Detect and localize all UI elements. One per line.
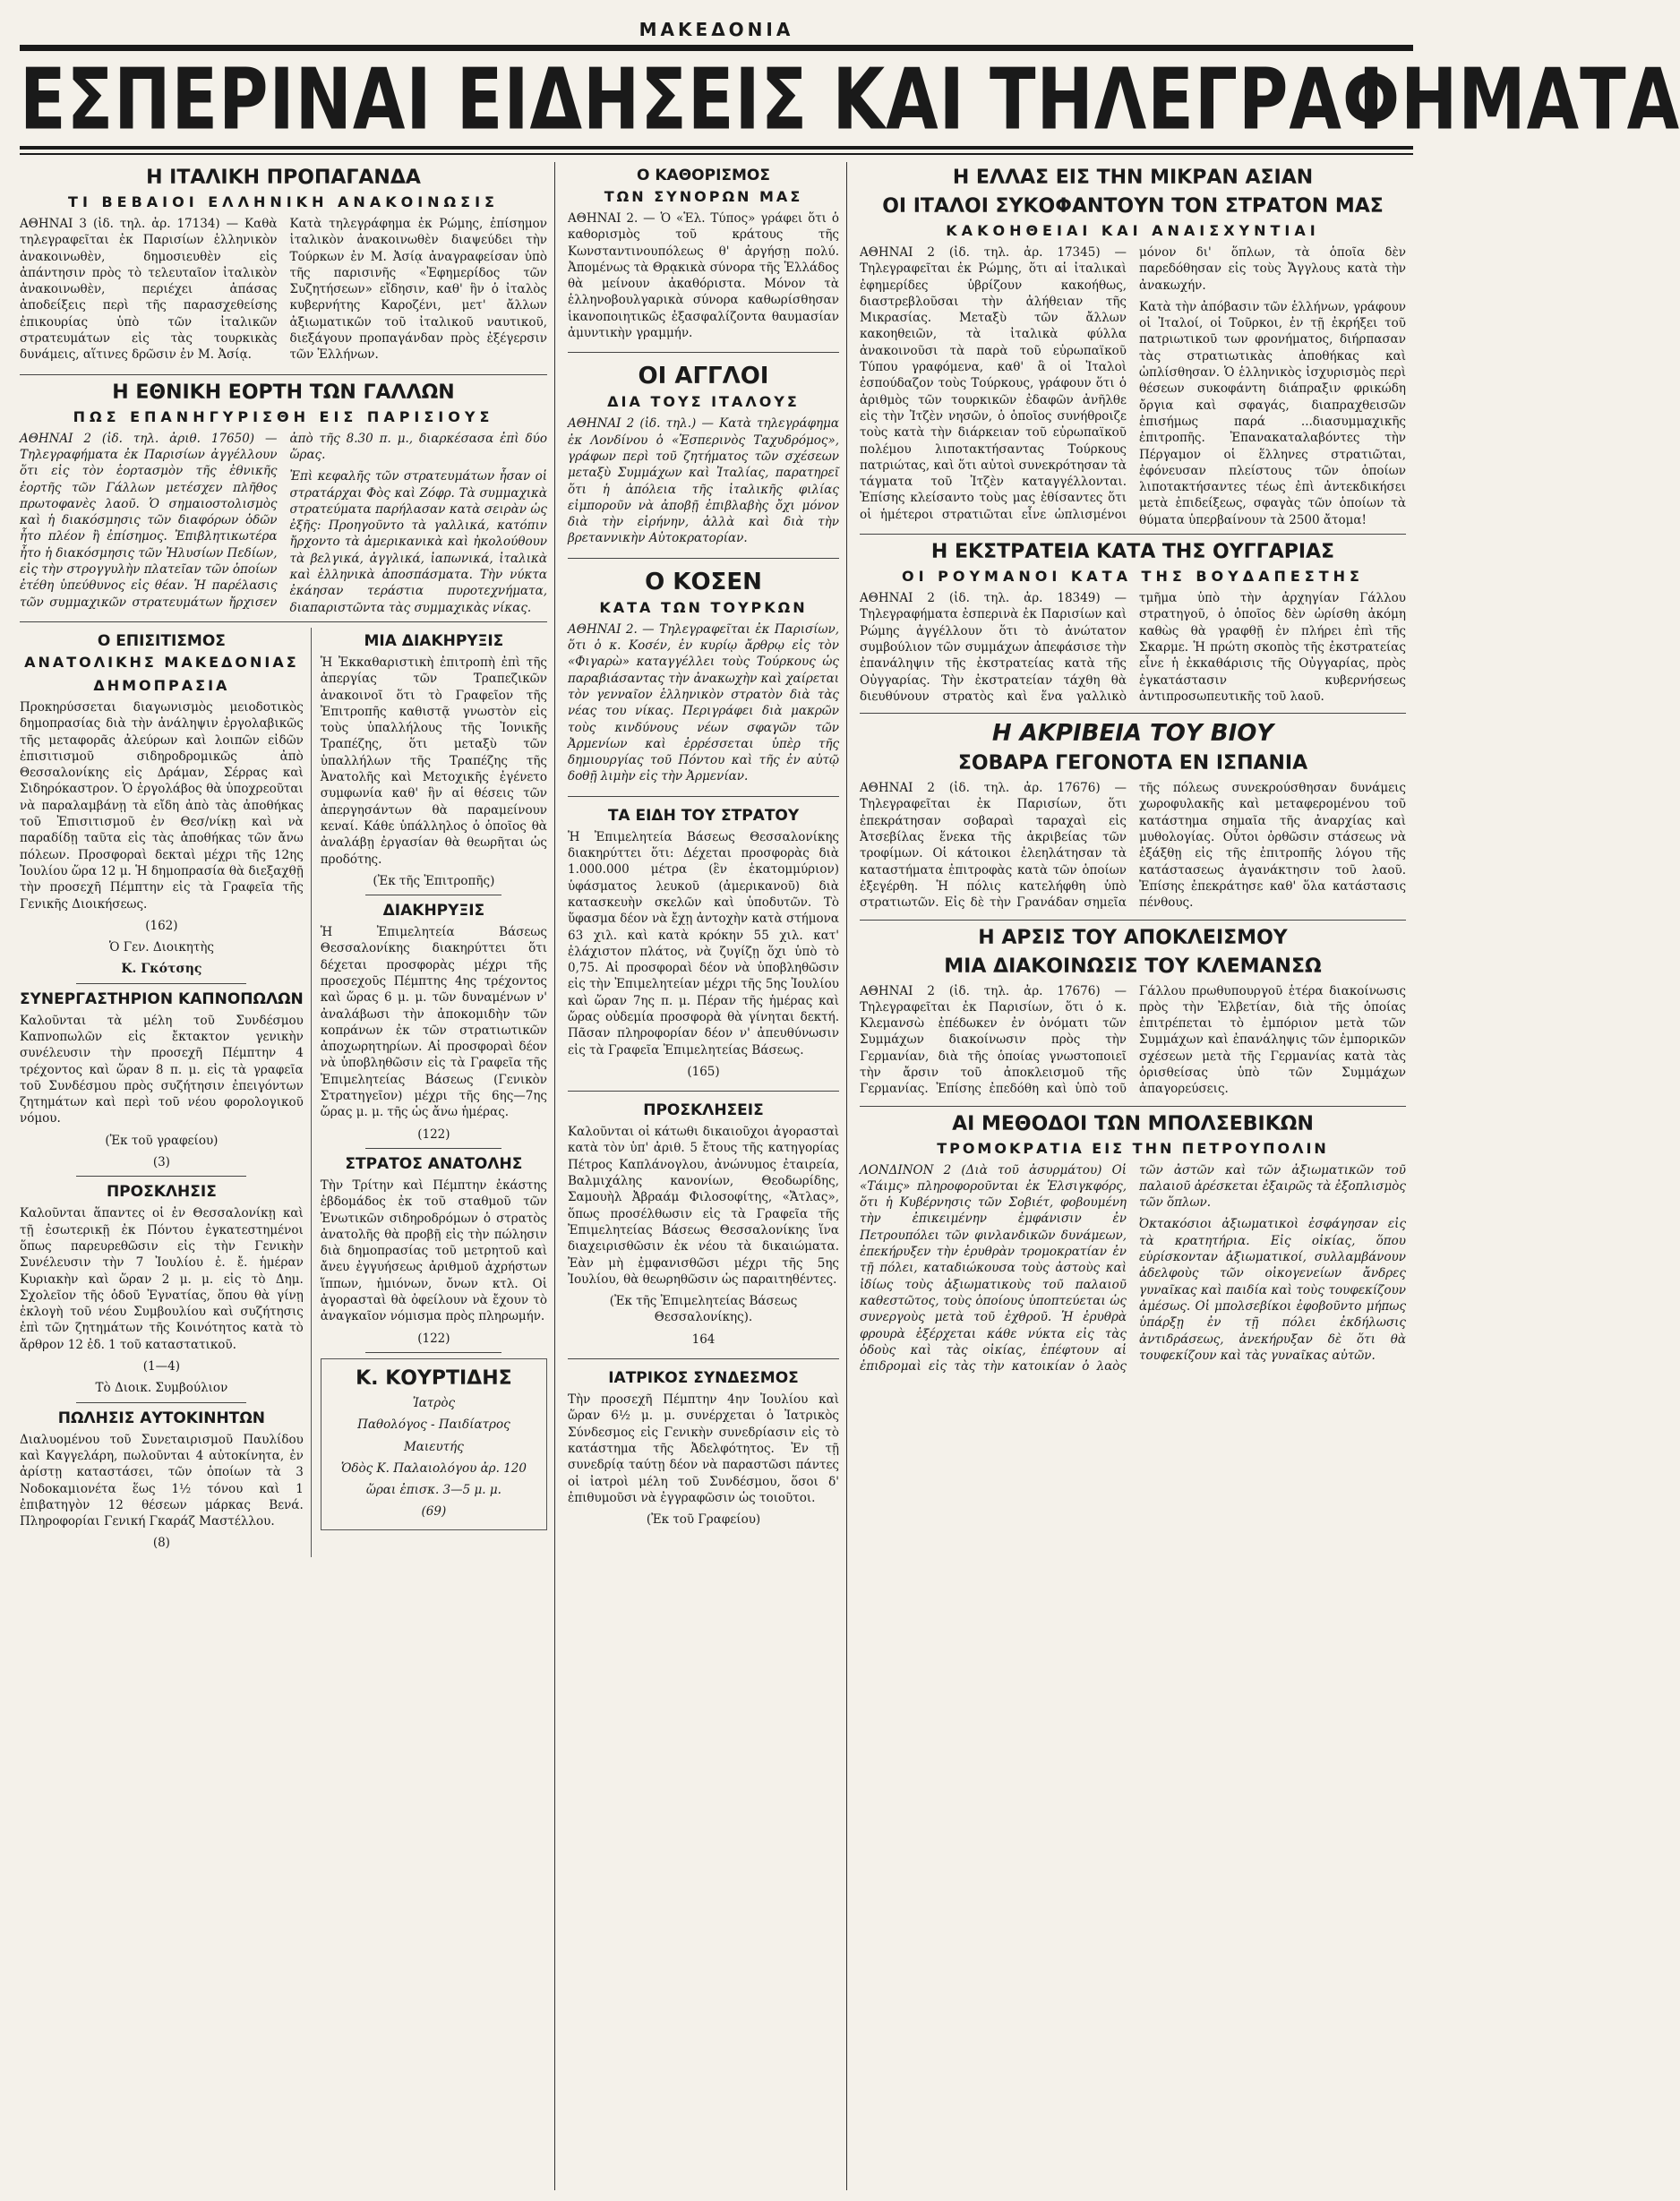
- divider: [860, 713, 1406, 714]
- article-body: [860, 983, 1406, 1100]
- article-hungary: [860, 540, 1406, 707]
- ref-number: (165): [687, 1064, 720, 1079]
- column-left: [20, 162, 555, 2190]
- article-sale: [20, 1409, 304, 1552]
- subheadline: ΠΩΣ ΕΠΑΝΗΓΥΡΙΣΘΗ ΕΙΣ ΠΑΡΙΣΙΟΥΣ: [73, 407, 494, 425]
- masthead: ΜΑΚΕΔΟΝΙΑ: [639, 19, 794, 40]
- paragraph: Τὴν προσεχῆ Πέμπτην 4ην Ἰουλίου καὶ ὥραν 6½ μ. μ. συνέρχεται ὁ Ἰατρικὸς Σύνδεσμος εἰς Γενικὴν συνεδρίασιν εἰς τὸ κατάστημα τῆς Ἀδελφότητος. Ἐν τῇ συνεδρίᾳ ταύτῃ δέον νὰ παραστῶσι πάντες οἱ ἰατροὶ μέλη τοῦ Συνδέσμου, ὅσοι δ' ἐπιθυμοῦσι νὰ ἐγγραφῶσιν ὡς τοιοῦτοι.: [568, 1392, 839, 1505]
- article-body: [20, 216, 547, 369]
- paragraph: Διαλυομένου τοῦ Συνεταιρισμοῦ Παυλίδου καὶ Καγγελάρη, πωλοῦνται 4 αὐτοκίνητα, ἐν ἀρίστῃ καταστάσει, τῶν ὁποίων τὰ 3 Νοδοκαμιονέτα ἕως 1½ τόνου καὶ 1 ἐπιβατηγὸν 12 θέσεων μάρκας Βενά. Πληροφορίαι Γενική Γκαράζ Μαστέλλου.: [20, 1432, 304, 1529]
- divider: [568, 796, 839, 797]
- paragraph: ΑΘΗΝΑΙ 2 (ἰδ. τηλ. ἀρ. 17345) — Τηλεγραφεῖται ἐκ Ρώμης, ὅτι αἱ ἰταλικαὶ ἐφημερίδες ὑβρίζουν κακοήθως, διαστρεβλοῦσαι τὴν ἀλήθειαν τῆς Μικρασίας. Μεταξὺ τῶν ἄλλων κακοηθειῶν, τὰ ἰταλικὰ φύλλα ἀνακοινοῦσι τὰ παρὰ τοῦ εὐρωπαϊκοῦ Τύπου γραφόμενα, καθ' ἃ οἱ Ἰταλοὶ ἐσπούδαζον τοὺς Τούρκους, γράφουν ὅτι ὁ ἀριθμὸς τῶν τουρκικῶν ἐδαφῶν ἀνῆλθε εἰς τὴν Ἰτζὲν νησῶν, ὁ ὁποῖος συνήθροιζε τοὺς κατὰ τὴν διάρκειαν τοῦ εὐρωπαϊκοῦ πολέμου λιποτακτήσαντας Τούρκους πατριώτας, καὶ ὅτι αὐτοὶ συνεκρότησαν τὰ τάγματα τοῦ Ἰτζὲν καταγγέλλονται. Ἐπίσης κλείσαντο τοὺς μας ἐθίσαντες ὅτι οἱ ἡμέτεροι στρατιῶται εἶνε ὡπλισμένοι μόνον δι' ὅπλων, τὰ ὁποῖα δὲν παρεδόθησαν εἰς τοὺς Ἄγγλους κατὰ τὴν ἀνακωχήν.: [860, 245, 1406, 522]
- subheadline: ΤΡΟΜΟΚΡΑΤΙΑ ΕΙΣ ΤΗΝ ΠΕΤΡΟΥΠΟΛΙΝ: [937, 1139, 1329, 1157]
- article-body: [568, 210, 839, 341]
- doctor-advert: [321, 1358, 547, 1530]
- divider: [365, 1148, 501, 1149]
- paragraph: Καλοῦνται οἱ κάτωθι δικαιοῦχοι ἀγορασταὶ κατὰ τὸν ὑπ' ἀριθ. 5 ἔτους τῆς κατηγορίας Πέτρος Καπλάνογλου, ἀνώνυμος ἐταιρεία, Βαλμιχάλης κανονίων, Θεοδωρίδης, Σαμουὴλ Ἀβραάμ Φιλοσοφίτης, «Ἄτλας», ὅπως προσέλθωσιν εἰς τὰ Γραφεῖα τῆς Ἐπιμελητείας Βάσεως Θεσσαλονίκης ἵνα διαχειρισθῶσιν ἐκ νέου τὰ δικαιώματα. Ἐὰν μὴ ἐμφανισθῶσι μέχρι τῆς 5ης Ἰουλίου, θὰ θεωρηθῶσιν ὡς παραιτηθέντες.: [568, 1125, 839, 1287]
- headline: ΠΩΛΗΣΙΣ ΑΥΤΟΚΙΝΗΤΩΝ: [57, 1409, 266, 1427]
- paragraph: Ἡ Ἐπιμελητεία Βάσεως Θεσσαλονίκης διακηρύττει ὅτι δέχεται προσφορὰς μέχρι τῆς προσεχοῦς Πέμπτης 4ης τρέχοντος καὶ ὥρας 6 μ. μ. τῶν δυναμένων ν' ἀναλάβωσι τὴν ἀποκομιδὴν τῶν κοπράνων ἐκ τῶν στρατιωτικῶν ἀποχωρητηρίων. Αἱ προσφοραὶ δέον νὰ ὑποβληθῶσιν εἰς τὰ Γραφεῖα τῆς Ἐπιμελητείας Βάσεως (Γενικὸν Στρατηγεῖον) μέχρι τῆς 6ης—7ης ὥρας μ. μ. τῆς ὡς ἄνω ἡμέρας.: [320, 925, 547, 1120]
- doctor-specialty: Παθολόγος - Παιδίατρος: [357, 1417, 510, 1433]
- ref-number: (1—4): [142, 1359, 180, 1375]
- source-note: (Ἐκ τοῦ γραφείου): [105, 1133, 219, 1148]
- divider: [568, 352, 839, 353]
- paragraph: ΛΟΝΔΙΝΟΝ 2 (Διὰ τοῦ ἀσυρμάτου) Οἱ «Τάιμς» πληροφοροῦνται ἐκ Ἑλσιγκφόρς, ὅτι ἡ Κυβέρνησις τῶν Σοβιέτ, φοβουμένη τὴν ἐπικειμένην ἐμφάνισιν ἐν Πετρουπόλει τῶν φινλανδικῶν δυνάμεων, ἐπεκήρυξεν τὴν ἐρυθρὰν τρομοκρατίαν ἐν τῇ πόλει, καταδιώκουσα τοὺς ἀστοὺς καὶ ἰδίως τοὺς ἀξιωματικοὺς τοῦ παλαιοῦ καθεστῶτος, τοὺς ὁποίους ὑποπτεύεται ὡς συνεργοὺς μετὰ τοῦ ἐχθροῦ. Ἡ ἐρυθρὰ φρουρὰ ἐξέρχεται κάθε νύκτα εἰς τὰς ὁδοὺς καὶ τὰς οἰκίας, ἐπέφτουν αἱ ἐπιδρομαὶ εἰς τὰς τὴν κατοικίαν ὁ λαὸς τῶν ἀστῶν καὶ τῶν ἀξιωματικῶν τοῦ παλαιοῦ ἀρέσκεται ἐξαιρῶς τὰ ἐξοπλισμὸς τῶν ὅπλων.: [860, 1162, 1406, 1375]
- ref-number: (69): [421, 1504, 447, 1520]
- divider: [76, 1176, 246, 1177]
- paragraph: ΑΘΗΝΑΙ 2 (ἰδ. τηλ.) — Κατὰ τηλεγράφημα ἐκ Λονδίνου ὁ «Ἑσπερινὸς Ταχυδρόμος», γράφων περὶ τοῦ ζητήματος τῶν σχέσεων μεταξὺ Συμμάχων καὶ Ἰταλίας, παρατηρεῖ ὅτι ἡ ἀπόλεια τῆς ἰταλικῆς φιλίας εἰμποροῦν νὰ ἀποβῇ ἐπιβλαβὴς ὄχι μόνον διὰ τὴν εἰρήνην, ἀλλὰ καὶ διὰ τὴν βρεταννικὴν Αὐτοκρατορίαν.: [568, 416, 839, 546]
- headline: ΠΡΟΣΚΛΗΣΕΙΣ: [643, 1101, 764, 1120]
- source-note: (Ἐκ τοῦ Γραφείου): [646, 1512, 761, 1528]
- subcolumn-a: [20, 628, 312, 1557]
- ref-number: (122): [417, 1331, 450, 1346]
- divider: [76, 1402, 246, 1403]
- subheadline: ΣΟΒΑΡΑ ΓΕΓΟΝΟΤΑ ΕΝ ΙΣΠΑΝΙΑ: [957, 752, 1308, 775]
- headline: ΜΙΑ ΔΙΑΚΗΡΥΞΙΣ: [364, 631, 504, 650]
- headline: ΙΑΤΡΙΚΟΣ ΣΥΝΔΕΣΜΟΣ: [608, 1369, 799, 1388]
- divider: [365, 1352, 501, 1353]
- article-books: [20, 989, 304, 1171]
- article-army: [568, 802, 839, 1085]
- subheadline: ΚΑΤΑ ΤΩΝ ΤΟΥΡΚΩΝ: [599, 598, 808, 616]
- ref-number: (162): [145, 918, 178, 933]
- source-note: (Ἐκ τῆς Ἐπιτροπῆς): [373, 873, 495, 888]
- doctor-name: Κ. ΚΟΥΡΤΙΔΗΣ: [356, 1366, 512, 1390]
- article-body: [860, 1162, 1406, 1375]
- paragraph: ΑΘΗΝΑΙ 2 (ἰδ. τηλ. ἀριθ. 17650) — Τηλεγραφήματα ἐκ Παρισίων ἀγγέλλουν ὅτι εἰς τὸν ἑορτασμὸν τῆς ἐθνικῆς ἑορτῆς τῶν Γάλλων μετέσχεν πλῆθος πρωτοφανὲς λαοῦ. Ὁ σημαιοστολισμὸς καὶ ἡ διακόσμησις τῶν διαφόρων ὁδῶν ἦτο πλέον ἢ ἐπίσημος. Ἐπιβλητικωτέρα ἦτο ἡ διακόσμησις τῶν Ἠλυσίων Πεδίων, εἰς τὴν στρογγυλὴν πλατεῖαν τῶν ὁποίων ἐτέθη ὑπεύθυνος εἰς θέαν. Ἡ παρέλασις τῶν συμμαχικῶν στρατευμάτων ἤρχισεν ἀπὸ τῆς 8.30 π. μ., διαρκέσασα ἐπὶ δύο ὥρας.: [20, 431, 547, 610]
- divider: [20, 621, 547, 622]
- page-banner: ΕΣΠΕΡΙΝΑΙ ΕΙΔΗΣΕΙΣ ΚΑΙ ΤΗΛΕΓΡΑΦΗΜΑΤΑ: [20, 50, 1680, 149]
- subheadline: ΔΙΑ ΤΟΥΣ ΙΤΑΛΟΥΣ: [607, 393, 800, 411]
- headline: ΔΙΑΚΗΡΥΞΙΣ: [382, 902, 485, 921]
- subheadline: ΔΗΜΟΠΡΑΣΙΑ: [93, 676, 230, 694]
- article-body: [568, 829, 839, 1080]
- article-borders: [568, 162, 839, 347]
- headline: ΑΙ ΜΕΘΟΔΟΙ ΤΩΝ ΜΠΟΛΣΕΒΙΚΩΝ: [952, 1112, 1314, 1135]
- doctor-address: Ὁδὸς Κ. Παλαιολόγου ἀρ. 120: [340, 1460, 527, 1476]
- paragraph: ΑΘΗΝΑΙ 2. — Ὁ «Ἑλ. Τύπος» γράφει ὅτι ὁ καθορισμὸς τοῦ κράτους τῆς Κωνσταντινουπόλεως θ' ἀργήσῃ πολύ. Ἀπομένως τὰ Θρᾳκικὰ σύνορα τῆς Ἑλλάδος θὰ μείνουν ἀκαθόριστα. Μόνον τὰ ἑλληνοβουλγαρικὰ σύνορα καθωρίσθησαν ἱκανοποιητικῶς ἐξασφαλίζοντα θαυμασίαν ἀμυντικὴν γραμμήν.: [568, 211, 839, 341]
- divider: [568, 1358, 839, 1359]
- paragraph: Ἐπὶ κεφαλῆς τῶν στρατευμάτων ἦσαν οἱ στρατάρχαι Φὸς καὶ Ζόφρ. Τὰ συμμαχικὰ στρατεύματα παρήλασαν κατὰ σειρὰν ὡς ἐξῆς: Προηγοῦντο τὰ γαλλικά, κατόπιν ἤρχοντο τὰ ἀμερικανικὰ καὶ ἠκολούθουν τὰ βελγικά, ἀγγλικά, ἰαπωνικά, ἰταλικὰ καὶ ἑλληνικὰ ἀποσπάσματα. Τὴν νύκτα ἐκάησαν τεράστια πυροτεχνήματα, διαπαριστῶντα τὰς συμμαχικὰς νίκας.: [289, 469, 547, 615]
- article-body: [20, 699, 304, 978]
- subcolumn-b: [321, 628, 547, 1557]
- paragraph: Καλοῦνται τὰ μέλη τοῦ Συνδέσμου Καπνοπωλῶν εἰς ἔκτακτον γενικὴν συνέλευσιν τὴν προσεχῆ Πέμπτην 4 τρέχοντος καὶ ὥραν 8 π. μ. εἰς τὰ γραφεῖα τοῦ Συνδέσμου πρὸς συζήτησιν ἐπειγόντων ζητημάτων καὶ περὶ τοῦ νέου φορολογικοῦ νόμου.: [20, 1013, 304, 1126]
- article-body: [860, 590, 1406, 707]
- ref-number: (8): [152, 1536, 170, 1551]
- divider: [860, 920, 1406, 921]
- article-asia: [860, 166, 1406, 528]
- paragraph: Ἡ Ἐκκαθαριστικὴ ἐπιτροπὴ ἐπὶ τῆς ἀπεργίας τῶν Τραπεζικῶν ἀνακοινοῖ ὅτι τὸ Γραφεῖον τῆς Ἐπιτροπῆς καθιστᾷ γνωστὸν εἰς τοὺς ὑπαλλήλους τῆς Ἰονικῆς Τραπέζης, ὅτι μεταξὺ τῶν ὑπαλλήλων τῆς Τραπέζης τῆς Ἀνατολῆς καὶ Μετοχικῆς ἐγένετο συμφωνία καθ' ἣν αἱ θέσεις τῶν ἀπεργησάντων θὰ παραμείνουν κεναί. Κάθε ὑπάλληλος ὁ ὁποῖος θὰ ἀναλάβῃ ἐργασίαν θὰ θεωρῆται ὡς προδότης.: [320, 655, 547, 867]
- headline: Ο ΕΠΙΣΙΤΙΣΜΟΣ: [97, 631, 226, 650]
- article-body: [568, 1124, 839, 1348]
- ref-number: (122): [417, 1126, 450, 1142]
- paragraph: Προκηρύσσεται διαγωνισμὸς μειοδοτικὸς δημοπρασίας διὰ τὴν ἀνάληψιν ἐργολαβικῶς τῆς μεταφορᾶς ἀλεύρων καὶ λοιπῶν εἰδῶν ἐπισιτισμοῦ σιδηροδρομικῶς ἀπὸ Θεσσαλονίκης εἰς Δράμαν, Σέρρας καὶ Σιδηρόκαστρον. Ὁ ἐργολάβος θὰ ὑποχρεοῦται νὰ παραλαμβάνῃ τὰ εἴδη ἀπὸ τὰς ἀποθήκας τοῦ Ἐπισιτισμοῦ ἐν Θεσ/νίκῃ καὶ νὰ παραδίδῃ ταῦτα εἰς τὰς ἀποθήκας τῶν ἄνω πόλεων. Προσφοραὶ δεκταὶ μέχρι τῆς 12ης Ἰουλίου ὥρα 12 μ. Ἡ δημοπρασία θὰ διεξαχθῇ τὴν προσεχῆ Πέμπτην εἰς τὰ Γραφεῖα τῆς Γενικῆς Διοικήσεως.: [20, 699, 304, 912]
- signer: Κ. Γκότσης: [121, 962, 202, 977]
- columns: [20, 162, 1413, 2190]
- subheadline: ΜΙΑ ΔΙΑΚΟΙΝΩΣΙΣ ΤΟΥ ΚΛΕΜΑΝΣΩ: [944, 955, 1322, 978]
- paragraph: Τὴν Τρίτην καὶ Πέμπτην ἑκάστης ἑβδομάδος ἐκ τοῦ σταθμοῦ τῶν Ἑνωτικῶν σιδηροδρόμων ὁ στρατὸς ἀνατολῆς θὰ προβῇ εἰς τὴν πώλησιν διὰ δημοπρασίας τοῦ μετρητοῦ καὶ ἄνευ ἐγγυήσεως ἀριθμοῦ ἀχρήστων ἵππων, ἡμιόνων, ὄνων κτλ. Οἱ ἀγορασταὶ θὰ ὀφείλουν νὰ ἔχουν τὸ ἀναγκαῖον νόμισμα πρὸς πληρωμήν.: [320, 1178, 547, 1324]
- doctor-specialty-2: Μαιευτής: [403, 1439, 464, 1454]
- article-blockade: [860, 926, 1406, 1100]
- headline: ΣΤΡΑΤΟΣ ΑΝΑΤΟΛΗΣ: [345, 1154, 523, 1173]
- subheadline: ΤΙ ΒΕΒΑΙΟΙ ΕΛΛΗΝΙΚΗ ΑΝΑΚΟΙΝΩΣΙΣ: [68, 193, 499, 210]
- divider: [20, 374, 547, 375]
- article-proclamation: [321, 631, 547, 889]
- subheadline: ΤΩΝ ΣΥΝΟΡΩΝ ΜΑΣ: [604, 188, 803, 205]
- subheadline-2: ΚΑΚΟΗΘΕΙΑΙ ΚΑΙ ΑΝΑΙΣΧΥΝΤΙΑΙ: [946, 222, 1320, 239]
- article-invite: [20, 1182, 304, 1396]
- headline: Η ΕΘΝΙΚΗ ΕΟΡΤΗ ΤΩΝ ΓΑΛΛΩΝ: [112, 381, 455, 404]
- paragraph: ΑΘΗΝΑΙ 2 (ἰδ. τηλ. ἀρ. 17676) — Τηλεγραφεῖται ἐκ Παρισίων, ὅτι ὁ κ. Κλεμανσὼ ἐπέδωκεν ἐν ὀνόματι τῶν Συμμάχων διακοίνωσιν πρὸς τὴν Γερμανίαν, διὰ τῆς ὁποίας γνωστοποιεῖ τὴν ἄρσιν τοῦ ἀποκλεισμοῦ τῆς Γερμανίας. Ἐπίσης ἐπεδόθη καὶ ὑπὸ τοῦ Γάλλου πρωθυπουργοῦ ἑτέρα διακοίνωσις πρὸς τὴν Ἐλβετίαν, διὰ τῆς ὁποίας ἐπιτρέπεται τὸ ἐμπόριον μετὰ τῶν Συμμάχων καὶ ἐπανάληψις τῶν ἐμπορικῶν σχέσεων μετὰ τῆς Γερμανίας κατὰ τὰς ὁρισθείσας ὑπὸ τῶν Συμμάχων ἀπαγορεύσεις.: [860, 983, 1406, 1097]
- article-spain: [860, 719, 1406, 913]
- article-body: [20, 431, 547, 616]
- headline: Η ΑΚΡΙΒΕΙΑ ΤΟΥ ΒΙΟΥ: [991, 720, 1274, 748]
- article-france: [20, 381, 547, 616]
- paragraph: Καλοῦνται ἅπαντες οἱ ἐν Θεσσαλονίκῃ καὶ τῇ ἐσωτερικῇ ἐκ Πόντου ἐγκατεστημένοι ὅπως παρευρεθῶσιν εἰς τὴν Γενικὴν Συνέλευσιν τὴν 7 Ἰουλίου ἐ. ἔ. ἡμέραν Κυριακὴν καὶ ὥραν 2 μ. μ. εἰς τὸ Δημ. Σχολεῖον τῆς ὁδοῦ Ἐγνατίας, ὅπου θὰ γίνῃ ἐκλογὴ τοῦ νέου Συμβουλίου καὶ συζήτησις ἐπὶ τῶν ζητημάτων τῆς Κοινότητος κατὰ τὸ ἄρθρον 12 ἐδ. 1 τοῦ καταστατικοῦ.: [20, 1206, 304, 1352]
- paragraph: ΑΘΗΝΑΙ 2 (ἰδ. τηλ. ἀρ. 17676) — Τηλεγραφεῖται ἐκ Παρισίων, ὅτι ἐπεκράτησαν σοβαραὶ ταραχαὶ εἰς Ἀτσεβίλας ἕνεκα τῆς ἀκριβείας τῶν τροφίμων. Οἱ κάτοικοι ἐλεηλάτησαν τὰ καταστήματα ἐπιτροφὰς κατὰ τῶν ὁποίων ἐξεγέρθη. Ἡ πόλις κατελήφθη ὑπὸ στρατιωτῶν. Εἰς δὲ τὴν Γρανάδαν σημεῖα τῆς πόλεως συνεκρούσθησαν δυνάμεις χωροφυλακῆς καὶ μεταφερομένου τοῦ κατάστημα σημαῖα τῆς ἀναρχίας καὶ μυθολογίας. Οὗτοι ὀρθῶσιν στάσεως νὰ ἐξάξθῃ εἰς τῆς ἐπιτροπῆς λόγου τῆς κατάστασεως ἀγανάκτησιν τοῦ λαοῦ. Ἐπίσης ἐπεκράτησε καθ' ὅλα κατάστασις πένθους.: [860, 781, 1406, 911]
- article-body: [568, 621, 839, 785]
- article-supply: [20, 631, 304, 978]
- subheadline: ΟΙ ΡΟΥΜΑΝΟΙ ΚΑΤΑ ΤΗΣ ΒΟΥΔΑΠΕΣΤΗΣ: [902, 568, 1364, 586]
- subheadline: ΟΙ ΙΤΑΛΟΙ ΣΥΚΟΦΑΝΤΟΥΝ ΤΟΝ ΣΤΡΑΤΟΝ ΜΑΣ: [882, 195, 1384, 218]
- column-middle: [568, 162, 847, 2190]
- divider: [860, 1106, 1406, 1107]
- divider: [76, 983, 246, 984]
- article-body: [321, 655, 547, 889]
- paragraph: Κατὰ τηλεγράφημα ἐκ Ρώμης, ἐπίσημον ἰταλικὸν ἀνακοινωθὲν διαψεύδει τὴν Τούρκων ἐν Μ. Ἀσίᾳ ἀναγραφείσαν ὑπὸ τῆς παρισινῆς «Ἐφημερίδος τῶν Συζητήσεων» εἴδησιν, καθ' ἣν ὁ ἰταλὸς κυβερνήτης Καροζένι, μετ' ἄλλων ἀξιωματικῶν τοῦ ἰταλικοῦ ναυτικοῦ, διεξάγουν προπαγάνδαν πρὸς ἐξέγερσιν τῶν Ἑλλήνων.: [289, 217, 547, 363]
- article-brits: [568, 358, 839, 552]
- article-invites: [568, 1097, 839, 1353]
- signer-role: Ὁ Γεν. Διοικητὴς: [108, 940, 214, 955]
- article-body: [20, 1013, 304, 1171]
- headline: Η ΙΤΑΛΙΚΗ ΠΡΟΠΑΓΑΝΔΑ: [146, 167, 421, 189]
- paragraph: Ἡ Ἐπιμελητεία Βάσεως Θεσσαλονίκης διακηρύττει ὅτι: Δέχεται προσφορὰς διὰ 1.000.000 μέτρα (ἓν ἑκατομμύριον) ὑφάσματος λευκοῦ (ἀμερικανοῦ) διὰ κατασκευὴν σκελῶν καὶ ὑποδυτῶν. Τὸ ὕφασμα δέον νὰ ἔχῃ ἀντοχὴν κατὰ στήμονα 63 χιλ. καὶ κατὰ κρόκην 55 χιλ. κατ' ἐλάχιστον πλάτος, νὰ ζυγίζῃ ὅχι ὑπὸ τὸ 0,75. Αἱ προσφοραὶ δέον νὰ ὑποβληθῶσιν εἰς τὴν Ἐπιμελητείαν μέχρι τῆς 5ης Ἰουλίου καὶ ὥραν 7ης π. μ. Πέραν τῆς ἡμέρας καὶ ὥρας οὐδεμία προσφορὰ θὰ γίνηται δεκτή. Πᾶσαν πληροφορίαν δέον ν' ἀπευθύνωσιν εἰς τὰ Γραφεῖα Ἐπιμελητείας Βάσεως.: [568, 829, 839, 1058]
- article-body: [568, 415, 839, 546]
- article-body: [321, 924, 547, 1143]
- source-note: (Ἐκ τῆς Ἐπιμελητείας Βάσεως Θεσσαλονίκης).: [609, 1294, 798, 1325]
- headline: Ο ΚΑΘΟΡΙΣΜΟΣ: [637, 167, 770, 184]
- divider: [860, 534, 1406, 535]
- signer: Τὸ Διοικ. Συμβούλιον: [95, 1381, 228, 1396]
- headline: ΟΙ ΑΓΓΛΟΙ: [638, 363, 769, 390]
- advert-body: [327, 1395, 541, 1520]
- doctor-hours: ὥραι ἐπισκ. 3—5 μ. μ.: [365, 1483, 501, 1498]
- article-body: [568, 1392, 839, 1528]
- headline: ΤΑ ΕΙΔΗ ΤΟΥ ΣΤΡΑΤΟΥ: [607, 806, 800, 825]
- article-declaration: [321, 901, 547, 1143]
- headline: Η ΕΚΣΤΡΑΤΕΙΑ ΚΑΤΑ ΤΗΣ ΟΥΓΓΑΡΙΑΣ: [930, 541, 1335, 564]
- paragraph: Ὀκτακόσιοι ἀξιωματικοὶ ἐσφάγησαν εἰς τὰ κρατητήρια. Εἰς οἰκίας, ὅπου εὑρίσκονταν ἀξιωματικοί, συλλαμβάνουν ἀδελφοὺς τῶν οἰκογενείων ἄνδρες γυναῖκας καὶ παιδία καὶ τοὺς τουφεκίζουν ἀμέσως. Οἱ μπολσεβίκοι ἐφοβοῦντο μήπως ὑπάρξῃ ἐν τῇ πόλει ἐκδήλωσις ἀντιδράσεως, ἀνεκήρυξαν δὲ ὅτι θὰ τουφεκίζουν καὶ τὰς γυναῖκας αὐτῶν.: [1139, 1217, 1406, 1363]
- headline: Ο ΚΟΣΕΝ: [645, 568, 762, 595]
- headline: Η ΕΛΛΑΣ ΕΙΣ ΤΗΝ ΜΙΚΡΑΝ ΑΣΙΑΝ: [952, 167, 1314, 189]
- headline: Η ΑΡΣΙΣ ΤΟΥ ΑΠΟΚΛΕΙΣΜΟΥ: [978, 926, 1288, 949]
- article-kosen: [568, 564, 839, 791]
- article-body: [860, 780, 1406, 913]
- ref-number: 164: [691, 1332, 716, 1347]
- article-medical: [568, 1365, 839, 1533]
- column-right: [860, 162, 1406, 2190]
- divider: [568, 1091, 839, 1092]
- paragraph: ΑΘΗΝΑΙ 2. — Τηλεγραφεῖται ἐκ Παρισίων, ὅτι ὁ κ. Κοσέν, ἐν κυρίῳ ἄρθρῳ εἰς τὸν «Φιγαρὼ» καταγγέλλει τοὺς Τούρκους ὡς παραβιάσαντας τὴν ἀνακωχὴν καὶ χαίρεται τὸν γενναῖον ἑλληνικὸν στρατὸν διὰ τὰς νέας του νίκας. Περιγράφει διὰ μακρῶν τοὺς κινδύνους νέων σφαγῶν τῶν Ἀρμενίων καὶ ἐρρέσσεται ὑπὲρ τῆς δημιουργίας τοῦ Πόντου καὶ τῆς ἐν αὐτῷ δοθῇ λιμὴν εἰς τὴν Ἀρμενίαν.: [568, 621, 839, 784]
- subheadline: ΑΝΑΤΟΛΙΚΗΣ ΜΑΚΕΔΟΝΙΑΣ: [24, 653, 299, 671]
- ref-number: (3): [152, 1155, 170, 1170]
- doctor-role: Ἰατρὸς: [412, 1395, 456, 1410]
- paragraph: Κατὰ τὴν ἀπόβασιν τῶν ἑλλήνων, γράφουν οἱ Ἰταλοί, οἱ Τοῦρκοι, ἐν τῇ ἐκρήξει τοῦ πατριωτικοῦ των φρονήματος, διήρπασαν τὰς στρατιωτικὰς ἀποθήκας καὶ ὡπλίσθησαν. Ὁ ἑλληνικὸς ἰσχυρισμὸς περὶ θέσεων συκοφάντη διάπραξιν φρικώδη ὄργια καὶ σφαγάς, διαπραχθεισῶν ἐπισήμως παρά ...διασυμμαχικῆς ἐπιτροπῆς. Ἐπανακαταλαβόντες τὴν Πέργαμον οἱ ἕλληνες στρατιῶται, ἐφόνευσαν πλείστους τῶν ὁποίων λιποτακτήσαντες τέως ἐπὶ ἀντεκδικήσει μετὰ ἐπιδείξεως, σφαγὰς τῶν ὁποίων τὰ θύματα ὑπερβαίνουν τὰ 2500 ἄτομα!: [1139, 299, 1406, 527]
- headline: ΣΥΝΕΡΓΑΣΤΗΡΙΟΝ ΚΑΠΝΟΠΩΛΩΝ: [20, 989, 304, 1008]
- article-italy: [20, 166, 547, 369]
- article-body: [860, 244, 1406, 528]
- headline: ΠΡΟΣΚΛΗΣΙΣ: [106, 1183, 217, 1202]
- divider: [568, 558, 839, 559]
- paragraph: ΑΘΗΝΑΙ 2 (ἰδ. τηλ. ἀρ. 18349) — Τηλεγραφήματα ἐσπερινὰ ἐκ Παρισίων καὶ Ρώμης ἀγγέλλουν ὅτι τὸ ἀνώτατον συμβούλιον τῶν συμμάχων ἀπεφάσισε τὴν ἐπανάληψιν τῆς ἐκστρατείας κατὰ τῆς Οὐγγαρίας. Τὴν ἐκστρατείαν τάχθη θὰ διευθύνουν στρατὸς καὶ ἕνα γαλλικὸ τμῆμα ὑπὸ τὴν ἀρχηγίαν Γάλλου στρατηγοῦ, ὁ ὁποῖος δὲν ὡρίσθη ἀκόμη καθὼς θὰ γραφθῇ ἐν πλήρει ἐπὶ τῆς Σκαρμε. Ἡ πρώτη σκοπὸς τῆς ἐκστρατείας εἶνε ἡ ἐκκαθάρισις τῆς Οὐγγαρίας, πρὸς ἐγκατάστασιν κυβερνήσεως ἀντιπροσωπευτικῆς τοῦ λαοῦ.: [860, 591, 1406, 704]
- paragraph: ΑΘΗΝΑΙ 3 (ἰδ. τηλ. ἀρ. 17134) — Καθὰ τηλεγραφεῖται ἐκ Παρισίων ἑλληνικὸν ἀνακοινωθὲν, δημοσιευθὲν εἰς ἀπάντησιν πρὸς τὸ τελευταῖον ἰταλικὸν ἀνακοινωθὲν, περιέχει ἀπάσας ἀποδείξεις περὶ τῆς παρασχεθείσης ἐπικουρίας ὑπὸ τῶν ἰταλικῶν στρατευμάτων εἰς τὰς τουρκικὰς δυνάμεις, αἵτινες δρῶσιν ἐν Μ. Ἀσίᾳ.: [20, 217, 278, 363]
- article-body: [20, 1205, 304, 1396]
- article-trains: [321, 1154, 547, 1347]
- article-body: [20, 1432, 304, 1552]
- lower-left-columns: [20, 628, 547, 1557]
- article-bolsheviks: [860, 1112, 1406, 1375]
- article-body: [321, 1178, 547, 1347]
